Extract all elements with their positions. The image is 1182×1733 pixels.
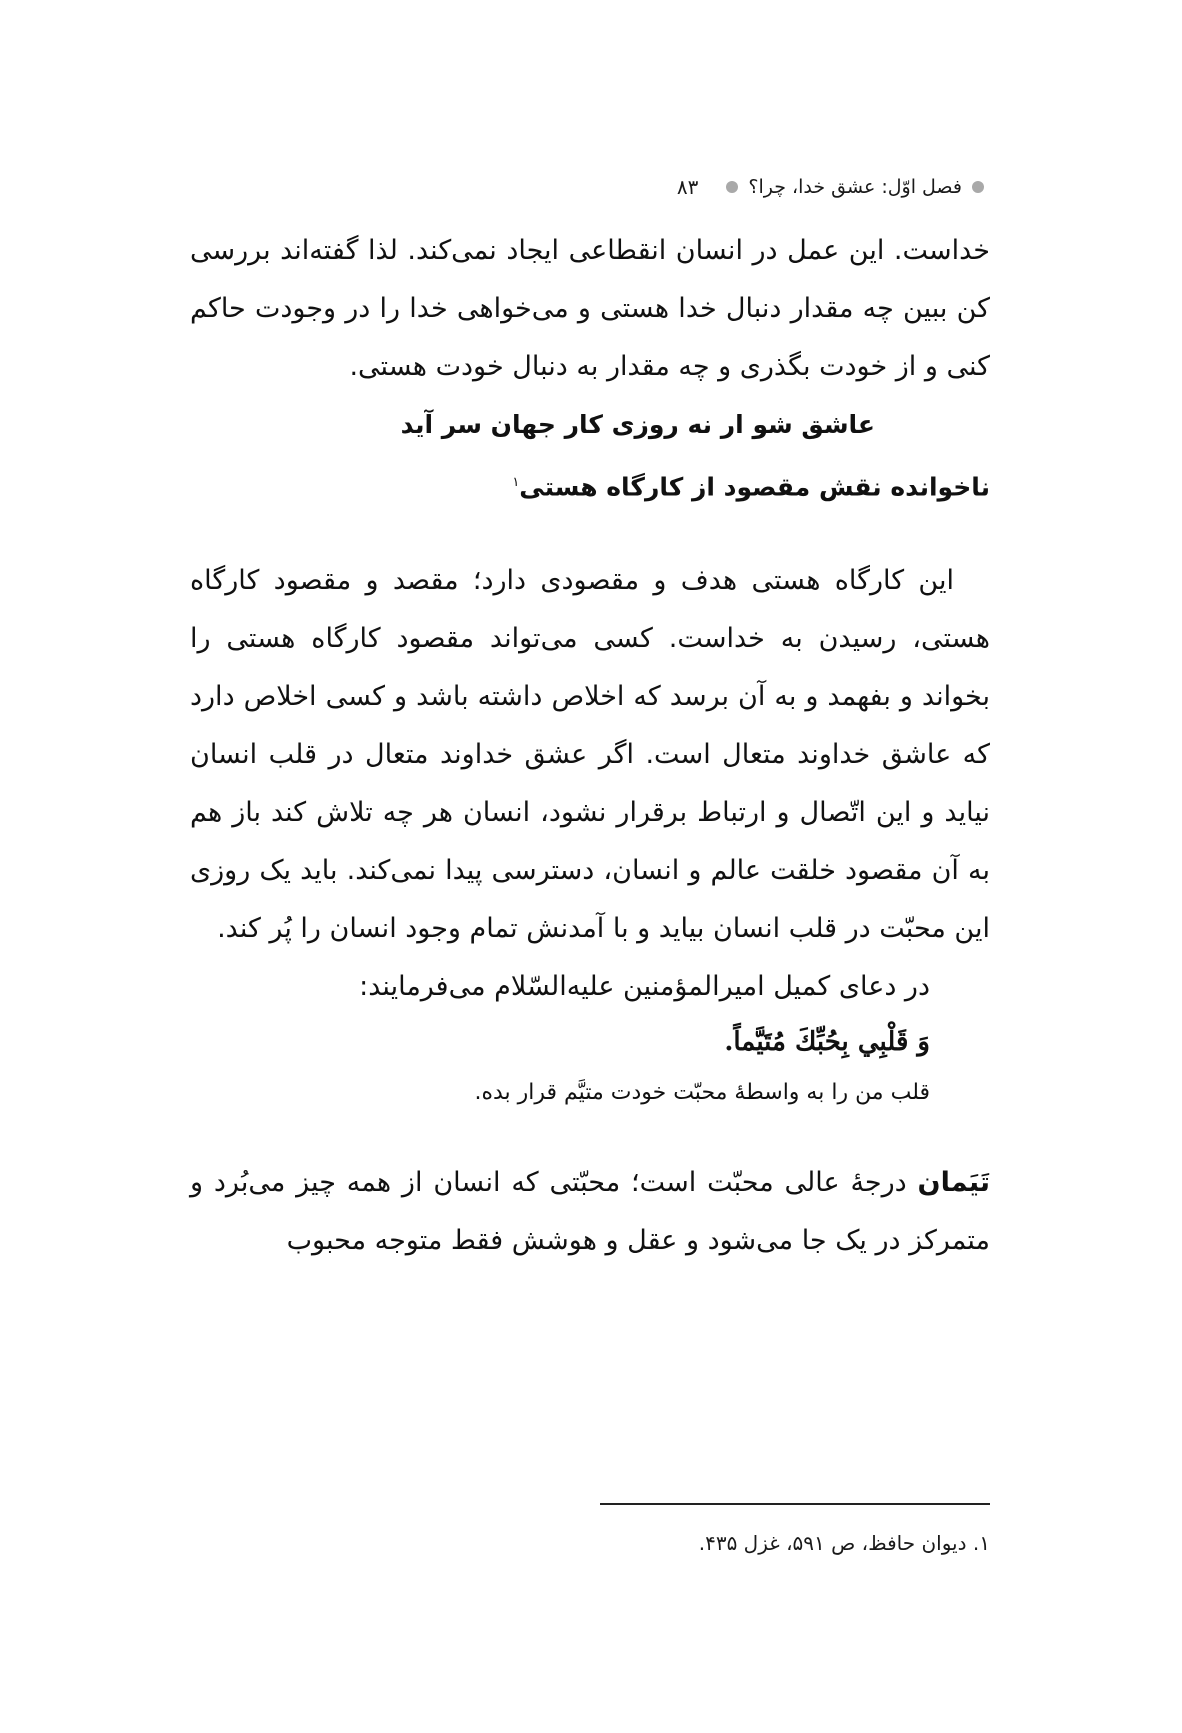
paragraph-text: درجهٔ عالی محبّت است؛ محبّتی که انسان از همه چیز می‌بُرد و متمرکز در یک جا می‌شود و عقل و هوشش فقط متوجه محبوب [190,1167,990,1257]
page-number: ۸۳ [676,175,699,199]
paragraph: این کارگاه هستی هدف و مقصودی دارد؛ مقصد و مقصود کارگاه هستی، رسیدن به خداست. کسی می‌تواند مقصود کارگاه هستی را بخواند و بفهمد و به آن برسد که اخلاص داشته باشد و کسی اخلاص دارد که عاشق خداوند متعال است. اگر عشق خداوند متعال در قلب انسان نیاید و این اتّصال و ارتباط برقرار نشود، انسان هر چه تلاش کند باز هم به آن مقصود خلقت عالم و انسان، دسترسی پیدا نمی‌کند. باید یک روزی این محبّت در قلب انسان بیاید و با آمدنش تمام وجود انسان را پُر کند. [190,565,990,945]
bold-term: تَیَمان [917,1167,990,1199]
poem-line [190,454,990,516]
chapter-title: فصل اوّل: عشق خدا، چرا؟ [748,176,962,198]
spacer [190,516,990,552]
poem-line-text: ناخوانده نقش مقصود از کارگاه هستی [519,472,990,502]
spacer [190,1118,990,1154]
poem-line: عاشق شو ار نه روزی کار جهان سر آید [400,410,875,439]
body-text [190,222,990,1270]
footnote-marker[interactable]: ۱ [512,475,520,490]
quote-intro: در دعای کمیل امیرالمؤمنین علیه‌السّلام می‌فرمایند: [359,971,930,1003]
paragraph [190,1154,990,1270]
running-header [190,172,990,202]
paragraph: خداست. این عمل در انسان انقطاعی ایجاد نمی‌کند. لذا گفته‌اند بررسی کن ببین چه مقدار دنبال خدا هستی و می‌خواهی خدا را در وجودت حاکم کنی و از خودت بگذری و چه مقدار به دنبال خودت هستی. [190,235,990,382]
quote-translation: قلب من را به واسطهٔ محبّت خودت متیَّم قرار بده. [474,1080,930,1106]
arabic-quote: وَ قَلْبِي بِحُبِّكَ مُتَيَّماً. [724,1027,930,1058]
poem-verse [190,396,990,516]
bullet-dot-icon [972,181,984,193]
footnote: ۱. دیوان حافظ، ص ۵۹۱، غزل ۴۳۵. [698,1531,990,1555]
bullet-dot-icon [726,181,738,193]
footnote-divider [600,1503,990,1505]
